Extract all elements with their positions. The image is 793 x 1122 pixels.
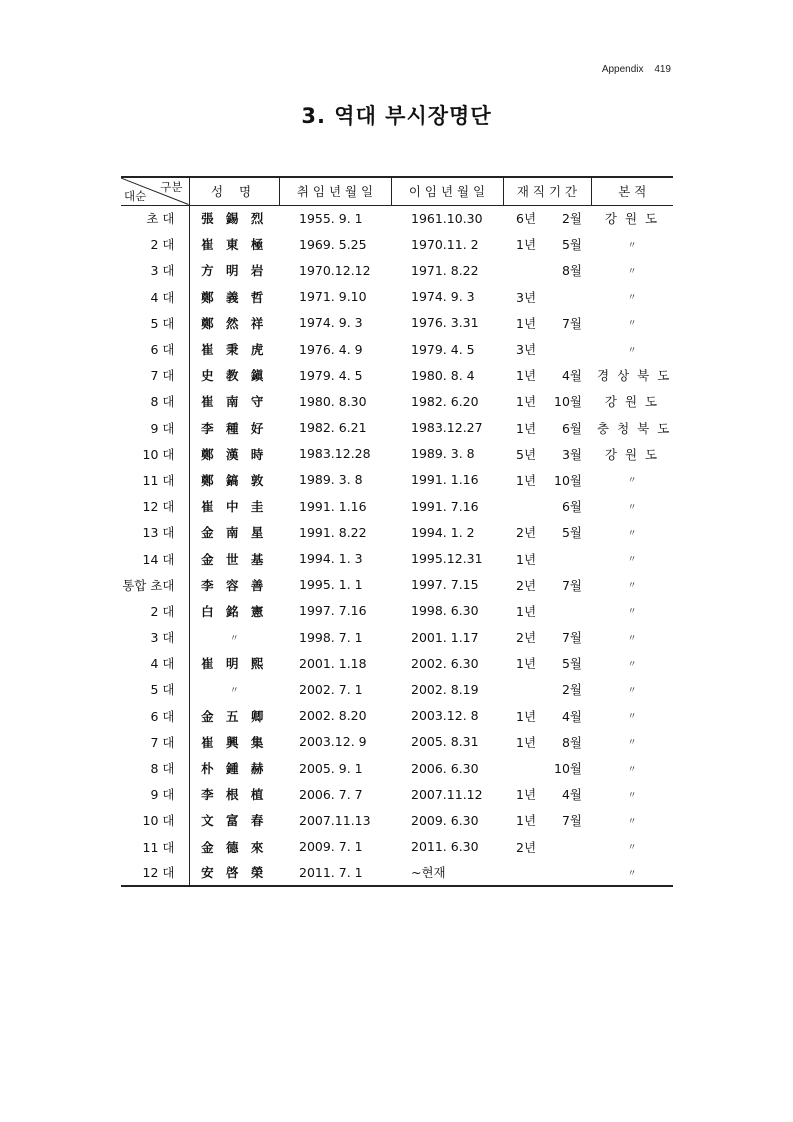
cell-start-date: 2011. 7. 1 (279, 860, 391, 886)
tenure-months: 6월 (561, 420, 582, 436)
cell-name: 李 種 好 (201, 420, 268, 436)
cell-name: 〃 (229, 685, 239, 696)
table-row (121, 441, 673, 467)
cell-end-date: 2007.11.12 (411, 786, 483, 802)
cell-end-date: 1991. 1.16 (411, 472, 479, 488)
cell-name: 金 德 來 (201, 839, 268, 855)
cell-order: 8 대 (121, 755, 189, 781)
cell-order: 9 대 (121, 781, 189, 807)
tenure-years: 1년 (516, 420, 537, 436)
tenure-years: 2년 (516, 839, 537, 855)
cell-end-date: 1979. 4. 5 (411, 341, 475, 357)
cell-name: 鄭 漢 時 (201, 446, 268, 462)
cell-tenure (503, 205, 591, 231)
table-row (121, 650, 673, 676)
header-start-date: 취 임 년 월 일 (279, 177, 391, 205)
cell-order: 7 대 (121, 362, 189, 388)
cell-name: 李 根 植 (201, 787, 268, 803)
cell-tenure (503, 310, 591, 336)
tenure-months: 4월 (561, 368, 582, 384)
header-end-date: 이 임 년 월 일 (391, 177, 503, 205)
cell-start-date: 1982. 6.21 (299, 420, 367, 436)
tenure-months: 5월 (561, 525, 582, 541)
cell-origin: 〃 (627, 843, 637, 854)
table-row (121, 257, 673, 283)
tenure-years: 1년 (516, 734, 537, 750)
cell-tenure (503, 598, 591, 624)
cell-order: 7 대 (121, 729, 189, 755)
cell-origin: 〃 (627, 581, 637, 592)
tenure-years: 1년 (516, 394, 537, 410)
tenure-months: 6월 (561, 499, 582, 515)
cell-tenure (503, 415, 591, 441)
cell-origin: 〃 (627, 555, 637, 566)
cell-tenure (503, 781, 591, 807)
tenure-years: 5년 (516, 446, 537, 462)
cell-name: 崔 興 集 (201, 734, 268, 750)
cell-name: 〃 (229, 633, 239, 644)
cell-order: 11 대 (121, 467, 189, 493)
tenure-months: 3월 (561, 446, 582, 462)
table-header-row (121, 177, 673, 205)
cell-origin: 〃 (627, 738, 637, 749)
cell-origin: 〃 (591, 860, 673, 886)
cell-tenure (503, 284, 591, 310)
cell-order: 10 대 (121, 441, 189, 467)
table-row (121, 388, 673, 414)
cell-start-date: 1997. 7.16 (299, 603, 367, 619)
cell-tenure (503, 729, 591, 755)
tenure-months: 7월 (561, 315, 582, 331)
cell-start-date: 2001. 1.18 (299, 655, 367, 671)
cell-start-date: 1955. 9. 1 (299, 210, 363, 226)
tenure-months: 8월 (561, 263, 582, 279)
table-row (121, 624, 673, 650)
tenure-years: 1년 (516, 315, 537, 331)
tenure-years: 1년 (516, 708, 537, 724)
cell-origin: 〃 (627, 293, 637, 304)
tenure-years: 1년 (516, 787, 537, 803)
cell-order: 10 대 (121, 807, 189, 833)
cell-start-date: 2002. 7. 1 (299, 681, 363, 697)
table-row (121, 519, 673, 545)
header-corner (121, 177, 189, 205)
cell-tenure (503, 519, 591, 545)
cell-origin: 〃 (627, 685, 637, 696)
cell-end-date: 1971. 8.22 (411, 262, 479, 278)
tenure-years: 3년 (516, 342, 537, 358)
table-row (121, 545, 673, 571)
cell-start-date: 2009. 7. 1 (299, 839, 363, 855)
tenure-years: 6년 (516, 211, 537, 227)
cell-end-date: 2009. 6.30 (411, 812, 479, 828)
table-row (121, 572, 673, 598)
cell-order: 12 대 (121, 860, 189, 886)
header-category: 구분 (160, 180, 183, 194)
cell-origin: 〃 (627, 476, 637, 487)
cell-origin: 충청북도 (597, 420, 678, 436)
cell-name: 崔 明 熙 (201, 656, 268, 672)
table-row (121, 231, 673, 257)
cell-origin: 〃 (627, 266, 637, 277)
cell-tenure (503, 860, 591, 886)
cell-end-date: 1961.10.30 (411, 210, 483, 226)
cell-name: 崔 南 守 (201, 394, 268, 410)
cell-order: 3 대 (121, 624, 189, 650)
table-row (121, 310, 673, 336)
cell-order: 14 대 (121, 545, 189, 571)
cell-order: 4 대 (121, 650, 189, 676)
page-title: 3. 역대 부시장명단 (301, 104, 492, 128)
cell-origin: 강원도 (604, 211, 666, 227)
cell-order: 4 대 (121, 284, 189, 310)
cell-end-date: 2006. 6.30 (411, 760, 479, 776)
cell-end-date: 1997. 7.15 (411, 577, 479, 593)
tenure-years: 1년 (516, 472, 537, 488)
table-row (121, 493, 673, 519)
cell-origin: 〃 (627, 528, 637, 539)
cell-order: 2 대 (121, 231, 189, 257)
cell-origin: 〃 (627, 764, 637, 775)
cell-end-date: 2002. 8.19 (411, 681, 479, 697)
cell-order: 3 대 (121, 257, 189, 283)
cell-order: 13 대 (121, 519, 189, 545)
tenure-months: 10월 (554, 472, 582, 488)
cell-start-date: 2006. 7. 7 (299, 786, 363, 802)
tenure-months: 7월 (561, 813, 582, 829)
cell-order: 6 대 (121, 336, 189, 362)
table-row (121, 467, 673, 493)
cell-name: 金 五 卿 (201, 708, 268, 724)
cell-name: 鄭 義 哲 (201, 289, 268, 305)
table-body (121, 205, 678, 886)
cell-tenure (503, 834, 591, 860)
cell-origin: 〃 (627, 502, 637, 513)
cell-tenure (503, 441, 591, 467)
cell-start-date: 1970.12.12 (299, 262, 371, 278)
tenure-years: 2년 (516, 577, 537, 593)
cell-start-date: 1983.12.28 (299, 446, 371, 462)
cell-end-date: 2003.12. 8 (411, 708, 479, 724)
cell-start-date: 2007.11.13 (299, 812, 371, 828)
tenure-years: 1년 (516, 656, 537, 672)
cell-start-date: 2005. 9. 1 (299, 760, 363, 776)
cell-tenure (503, 545, 591, 571)
cell-order: 5 대 (121, 310, 189, 336)
cell-tenure (503, 755, 591, 781)
cell-name: 張 錫 烈 (201, 211, 268, 227)
cell-name: 文 富 春 (201, 813, 268, 829)
tenure-years: 1년 (516, 237, 537, 253)
cell-tenure (503, 467, 591, 493)
tenure-months: 4월 (561, 708, 582, 724)
header-order: 대순 (124, 188, 147, 203)
cell-tenure (503, 231, 591, 257)
tenure-months: 7월 (561, 630, 582, 646)
tenure-years: 2년 (516, 630, 537, 646)
cell-end-date: 2011. 6.30 (411, 839, 479, 855)
cell-end-date: 2005. 8.31 (411, 734, 479, 750)
tenure-months: 4월 (561, 787, 582, 803)
table-row (121, 362, 673, 388)
table-row (121, 860, 673, 886)
cell-origin: 〃 (627, 790, 637, 801)
cell-order: 2 대 (121, 598, 189, 624)
running-header (602, 64, 671, 75)
table-row (121, 205, 673, 231)
page-number: 419 (654, 64, 671, 75)
cell-origin: 경상북도 (597, 368, 678, 384)
cell-start-date: 1991. 1.16 (299, 498, 367, 514)
cell-order: 초 대 (121, 205, 189, 231)
tenure-months: 7월 (561, 577, 582, 593)
tenure-months: 5월 (561, 656, 582, 672)
cell-name: 崔 中 圭 (201, 499, 268, 515)
cell-name: 金 世 基 (201, 551, 268, 567)
cell-end-date: 1991. 7.16 (411, 498, 479, 514)
cell-end-date: 1994. 1. 2 (411, 524, 475, 540)
cell-start-date: 1976. 4. 9 (299, 341, 363, 357)
header-tenure: 재 직 기 간 (503, 177, 591, 205)
cell-start-date: 1994. 1. 3 (299, 551, 363, 567)
cell-start-date: 1979. 4. 5 (299, 367, 363, 383)
cell-origin: 〃 (627, 240, 637, 251)
cell-tenure (503, 676, 591, 702)
cell-tenure (503, 257, 591, 283)
cell-name: 鄭 然 祥 (201, 315, 268, 331)
cell-order: 통합 초대 (121, 572, 189, 598)
tenure-months: 2월 (561, 682, 582, 698)
cell-name: 安 啓 榮 (189, 860, 279, 886)
cell-tenure (503, 624, 591, 650)
cell-origin: 〃 (627, 816, 637, 827)
cell-origin: 〃 (627, 345, 637, 356)
cell-end-date: 1983.12.27 (411, 420, 483, 436)
tenure-months: 10월 (554, 761, 582, 777)
cell-origin: 〃 (627, 633, 637, 644)
cell-order: 8 대 (121, 388, 189, 414)
cell-end-date: 1989. 3. 8 (411, 446, 475, 462)
cell-tenure (503, 703, 591, 729)
cell-start-date: 2003.12. 9 (299, 734, 367, 750)
cell-name: 史 教 鎭 (201, 368, 268, 384)
cell-start-date: 1998. 7. 1 (299, 629, 363, 645)
tenure-months: 10월 (554, 394, 582, 410)
cell-origin: 〃 (627, 712, 637, 723)
vice-mayor-table (121, 176, 678, 887)
cell-end-date: 1974. 9. 3 (411, 289, 475, 305)
header-origin: 본 적 (591, 177, 673, 205)
cell-order: 12 대 (121, 493, 189, 519)
cell-end-date: ~현재 (391, 860, 503, 886)
table-row (121, 781, 673, 807)
header-name: 성 명 (189, 177, 279, 205)
cell-end-date: 1995.12.31 (411, 551, 483, 567)
cell-origin: 강원도 (604, 394, 666, 410)
cell-origin: 〃 (627, 659, 637, 670)
cell-tenure (503, 650, 591, 676)
cell-end-date: 1970.11. 2 (411, 236, 479, 252)
cell-end-date: 1998. 6.30 (411, 603, 479, 619)
cell-order: 9 대 (121, 415, 189, 441)
cell-start-date: 1974. 9. 3 (299, 315, 363, 331)
tenure-years: 2년 (516, 525, 537, 541)
table-row (121, 284, 673, 310)
cell-name: 崔 東 極 (201, 237, 268, 253)
tenure-months: 5월 (561, 237, 582, 253)
cell-tenure (503, 493, 591, 519)
cell-name: 崔 秉 虎 (201, 342, 268, 358)
section-label: Appendix (601, 64, 644, 75)
cell-name: 方 明 岩 (201, 263, 268, 279)
table-row (121, 336, 673, 362)
cell-start-date: 2002. 8.20 (299, 708, 367, 724)
cell-start-date: 1995. 1. 1 (299, 577, 363, 593)
cell-start-date: 1989. 3. 8 (299, 472, 363, 488)
cell-start-date: 1980. 8.30 (299, 393, 367, 409)
cell-name: 金 南 星 (201, 525, 268, 541)
cell-end-date: 2002. 6.30 (411, 655, 479, 671)
cell-name: 李 容 善 (201, 577, 268, 593)
tenure-years: 1년 (516, 813, 537, 829)
cell-name: 鄭 鎬 敦 (201, 472, 268, 488)
cell-tenure (503, 336, 591, 362)
cell-end-date: 2001. 1.17 (411, 629, 479, 645)
cell-start-date: 1991. 8.22 (299, 524, 367, 540)
cell-order: 11 대 (121, 834, 189, 860)
cell-end-date: 1982. 6.20 (411, 393, 479, 409)
cell-end-date: 1980. 8. 4 (411, 367, 475, 383)
cell-name: 朴 鍾 赫 (201, 761, 268, 777)
tenure-years: 1년 (516, 603, 537, 619)
cell-end-date: 1976. 3.31 (411, 315, 479, 331)
cell-tenure (503, 362, 591, 388)
cell-origin: 〃 (627, 607, 637, 618)
cell-origin: 〃 (627, 319, 637, 330)
tenure-years: 1년 (516, 551, 537, 567)
cell-start-date: 1971. 9.10 (299, 289, 367, 305)
table-row (121, 598, 673, 624)
cell-order: 5 대 (121, 676, 189, 702)
cell-start-date: 1969. 5.25 (299, 236, 367, 252)
table-row (121, 676, 673, 702)
table-row (121, 755, 673, 781)
table-row (121, 729, 673, 755)
cell-tenure (503, 807, 591, 833)
tenure-months: 2월 (561, 211, 582, 227)
table-row (121, 415, 673, 441)
cell-origin: 강원도 (604, 446, 666, 462)
cell-name: 白 銘 憲 (201, 603, 268, 619)
tenure-years: 3년 (516, 289, 537, 305)
table-row (121, 834, 673, 860)
table-row (121, 807, 673, 833)
cell-tenure (503, 388, 591, 414)
cell-tenure (503, 572, 591, 598)
tenure-months: 8월 (561, 734, 582, 750)
cell-order: 6 대 (121, 703, 189, 729)
tenure-years: 1년 (516, 368, 537, 384)
table-row (121, 703, 673, 729)
